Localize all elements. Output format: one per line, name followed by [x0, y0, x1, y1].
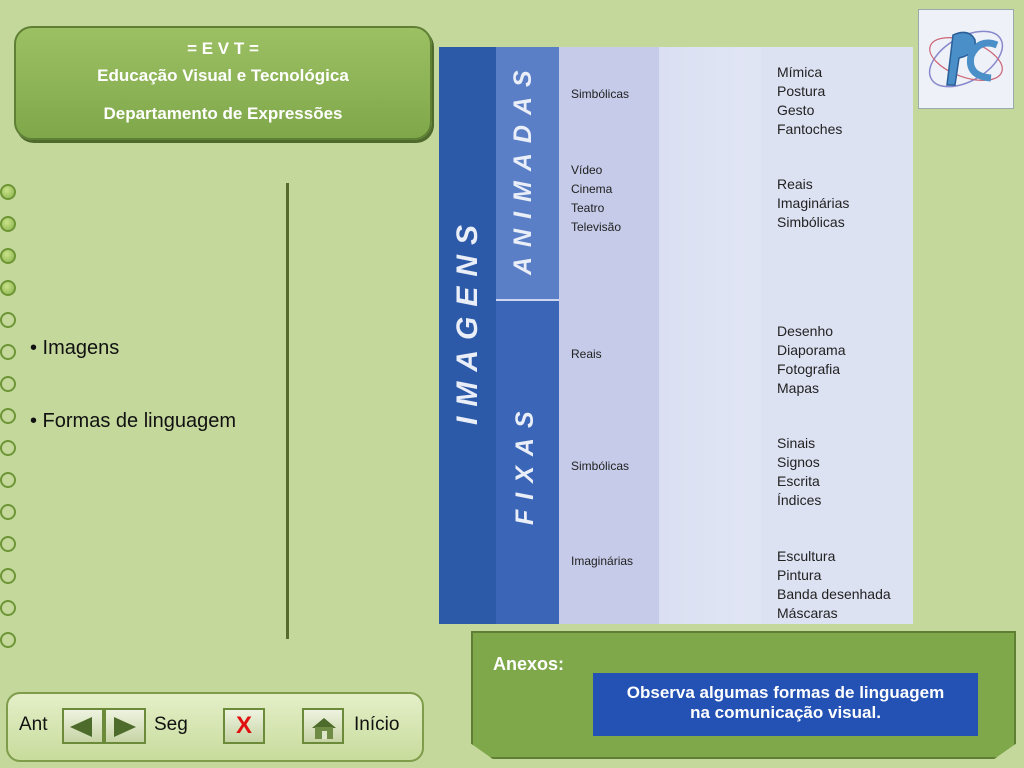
anexos-link-button[interactable] [593, 673, 978, 736]
diagram-item: Sinais [777, 435, 816, 451]
header-panel [14, 26, 432, 140]
progress-ring [0, 568, 16, 584]
home-icon [310, 716, 338, 740]
diagram-item: Escultura [777, 548, 836, 564]
diagram-category [571, 85, 629, 104]
progress-ring [0, 472, 16, 488]
diagram-item: Escrita [777, 473, 820, 489]
home-label: Início [354, 714, 400, 735]
diagram-item: Gesto [777, 102, 815, 118]
diagram-item-group [777, 322, 845, 398]
diagram-category [571, 457, 629, 476]
diagram-category-text: Vídeo [571, 163, 603, 177]
diagram-category-text: Televisão [571, 220, 622, 234]
diagram-item: Índices [777, 492, 822, 508]
diagram-category-text: Teatro [571, 201, 605, 215]
diagram-item: Fotografia [777, 361, 841, 377]
progress-ring [0, 536, 16, 552]
diagram-category-text: Reais [571, 347, 602, 361]
diagram-item: Máscaras [777, 605, 838, 621]
diagram-category-column [559, 47, 659, 624]
diagram-item: Banda desenhada [777, 586, 891, 602]
progress-ring [0, 440, 16, 456]
diagram-group-divider [496, 299, 559, 301]
progress-ring [0, 248, 16, 264]
next-label: Seg [154, 714, 188, 735]
progress-ring [0, 504, 16, 520]
close-icon: X [235, 712, 252, 739]
progress-ring [0, 632, 16, 648]
diagram-item-group [777, 175, 849, 232]
header-line3: Departamento de Expressões [103, 104, 343, 123]
header-line2: Educação Visual e Tecnológica [97, 66, 349, 85]
diagram-item: Mapas [777, 380, 820, 396]
divider-line [286, 183, 289, 639]
diagram-category [571, 552, 633, 571]
diagram-category-text: Imaginárias [571, 554, 634, 568]
diagram-category-text: Simbólicas [571, 459, 630, 473]
next-button[interactable] [104, 708, 146, 744]
bullet-formas-linguagem: • Formas de linguagem [30, 410, 236, 432]
progress-ring [0, 600, 16, 616]
diagram-item-group [777, 547, 891, 623]
progress-ring [0, 376, 16, 392]
anexos-link-line2: na comunicação visual. [690, 703, 881, 722]
arrow-left-icon [70, 717, 92, 737]
diagram-item: Fantoches [777, 121, 843, 137]
diagram-item-group [777, 63, 842, 139]
diagram-item: Simbólicas [777, 214, 845, 230]
header-line1: = E V T = [187, 39, 259, 58]
anexos-label: Anexos: [493, 654, 565, 674]
progress-ring [0, 280, 16, 296]
imagens-diagram [439, 47, 913, 624]
diagram-item: Pintura [777, 567, 822, 583]
arrow-right-icon [114, 717, 136, 737]
prev-label: Ant [19, 714, 48, 735]
diagram-group-animadas: ANIMADAS [509, 60, 537, 275]
progress-ring [0, 184, 16, 200]
diagram-item-group [777, 434, 821, 510]
diagram-item: Imaginárias [777, 195, 850, 211]
prev-button[interactable] [62, 708, 104, 744]
diagram-category [571, 161, 621, 237]
progress-ring [0, 408, 16, 424]
diagram-item: Reais [777, 176, 813, 192]
progress-ring [0, 312, 16, 328]
diagram-main-label: IMAGENS [451, 214, 484, 425]
anexos-link-line1: Observa algumas formas de linguagem [626, 683, 945, 702]
diagram-item: Diaporama [777, 342, 846, 358]
progress-ring [0, 344, 16, 360]
bullet-imagens: • Imagens [30, 337, 120, 359]
diagram-item: Postura [777, 83, 826, 99]
diagram-item: Signos [777, 454, 820, 470]
diagram-group-fixas: FIXAS [511, 401, 539, 525]
diagram-category [571, 345, 602, 364]
pc-logo-icon [918, 9, 1014, 109]
close-button[interactable] [223, 708, 265, 744]
home-button[interactable] [302, 708, 344, 744]
diagram-category-text: Cinema [571, 182, 613, 196]
progress-ring [0, 216, 16, 232]
diagram-item: Desenho [777, 323, 834, 339]
diagram-category-text: Simbólicas [571, 87, 630, 101]
diagram-item: Mímica [777, 64, 823, 80]
